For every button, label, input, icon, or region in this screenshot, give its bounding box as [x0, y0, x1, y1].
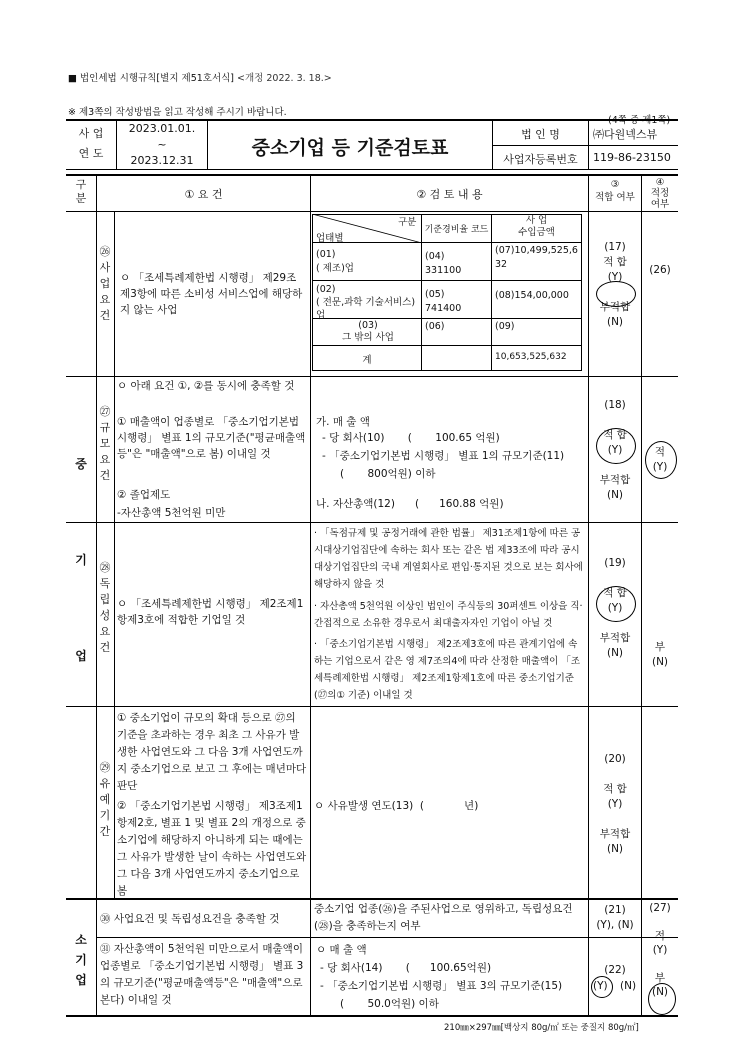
small-biz-fit-2-circle [591, 976, 613, 998]
paper-spec-footer: 210㎜×297㎜[백상지 80g/㎡ 또는 중질지 80g/㎡] [444, 1023, 639, 1033]
row2-code: (05) 741400 [425, 289, 462, 314]
corp-name-label: 법 인 명 [521, 128, 560, 141]
fiscal-period: 2023.01.01. ~ 2023.12.31 [128, 122, 196, 167]
scale-rev-a2: - 「중소기업기본법 시행령」 별표 1의 규모기준(11) [322, 450, 565, 462]
scale-appropriate: 적 (Y) [652, 446, 668, 473]
independence-appropriate: 부 (N) [651, 641, 669, 668]
independence-label: ㉘ 독 립 성 요 건 [99, 561, 111, 654]
small-biz-rev-2b: - 당 회사(14) ( 100.65억원) [320, 962, 492, 974]
scale-appropriate-circle [645, 441, 677, 479]
small-biz-fit-2-no: (N) [620, 980, 637, 992]
instruction-note: ※ 제3쪽의 작성방법을 읽고 작성해 주시기 바랍니다. [68, 107, 287, 118]
row1-revenue: (07)10,499,525,632 [495, 245, 578, 270]
independence-fit-circle [596, 586, 636, 622]
section-small-business: 소 기 업 [75, 933, 87, 987]
row1-code: (04) 331100 [425, 251, 462, 276]
reg-number-label: 사업자등록번호 [503, 153, 578, 166]
year-label: 사 업 연 도 [78, 127, 104, 160]
inner-th-type: 업태별 [316, 233, 344, 244]
grace-period-req-2: ② 「중소기업기본법 시행령」 제3조제1항제2호, 별표 1 및 별표 2의 개정으로 중소기업에 해당하지 아니하게 되는 때에는 그 사유가 발생한 날이 속하는 사업연도와 그 다음 3개 사업연도까지 중소기업으로 봄 [117, 800, 307, 897]
col-header-appropriate: ④ 적정 여부 [650, 177, 670, 210]
row2-revenue: (08)154,00,000 [495, 290, 569, 301]
independence-rev-1: · 「독점규제 및 공정거래에 관한 법률」 제31조제1항에 따른 공시대상기업집단에 속하는 회사 또는 같은 법 제33조에 따라 공시대상기업집단의 국내 계열회사로 편입·통지된 것으로 보는 회사에 해당하지 않을 것 [314, 528, 583, 590]
scale-rev-a3: ( 800억원) 이하 [340, 468, 436, 480]
scale-rev-b: 나. 자산총액(12) ( 160.88 억원) [316, 498, 504, 510]
grace-period-review: ㅇ 사유발생 연도(13) ( 년) [314, 800, 479, 812]
row3-code: (06) [425, 321, 445, 332]
independence-rev-2: · 자산총액 5천억원 이상인 법인이 주식등의 30퍼센트 이상을 직·간접적으로 소유한 경우로서 최대출자자인 기업이 아닐 것 [314, 601, 583, 629]
row2-type: (02) ( 전문,과학 기술서비스)업 [316, 284, 416, 321]
scale-fit-circle [596, 428, 636, 464]
scale-requirement-label: ㉗ 규 모 요 건 [99, 405, 111, 482]
independence-requirement: ㅇ 「조세특례제한법 시행령」 제2조제1항제3호에 적합한 기업일 것 [117, 598, 304, 626]
biz-appropriate: (26) [649, 264, 671, 276]
small-biz-fit-2-num: (22) [604, 964, 626, 976]
col-header-review: ② 검 토 내 용 [416, 188, 483, 201]
small-biz-appropriate: (27) 적 (Y) 부 (N) [649, 902, 671, 998]
total-value: 10,653,525,632 [495, 352, 567, 362]
scale-requirement-intro: ㅇ 아래 요건 ①, ②를 동시에 충족할 것 [117, 380, 295, 392]
small-biz-rev-2c: - 「중소기업기본법 시행령」 별표 3의 규모기준(15) [320, 980, 563, 992]
biz-requirement-text: ㅇ 「조세특례제한법 시행령」 제29조제3항에 따른 소비성 서비스업에 해당하지 않는 사업 [120, 272, 303, 316]
small-biz-rev-2a: ㅇ 매 출 액 [316, 944, 367, 956]
scale-rev-a: 가. 매 출 액 [316, 416, 370, 428]
small-biz-appropriate-circle [648, 983, 676, 1015]
col-header-fit: ③ 적합 여부 [595, 179, 635, 203]
independence-fit: (19) 적 합 (Y) 부적합 (N) [599, 557, 631, 659]
biz-fit-circle [596, 281, 636, 307]
inner-th-code: 기준경비율 코드 [424, 225, 489, 235]
row1-type: (01) ( 제조)업 [316, 249, 354, 274]
col-header-requirement: ① 요 건 [184, 188, 223, 201]
small-biz-rev-2d: ( 50.0억원) 이하 [340, 998, 439, 1010]
reg-number-value: 119-86-23150 [593, 151, 671, 164]
scale-fit: (18) 적 합 (Y) 부적합 (N) [599, 399, 631, 501]
row3-type: (03) 그 밖의 사업 [342, 320, 394, 343]
grace-period-fit: (20) 적 합 (Y) 부적합 (N) [599, 753, 631, 855]
inner-th-division: 구분 [398, 217, 417, 228]
small-biz-fit-1: (21) (Y), (N) [596, 904, 634, 931]
row3-revenue: (09) [495, 321, 515, 332]
total-label: 계 [362, 355, 372, 366]
biz-requirement-label: ㉖ 사 업 요 건 [99, 245, 111, 322]
scale-rev-a1: - 당 회사(10) ( 100.65 억원) [322, 432, 500, 444]
biz-fit: (17) 적 합 (Y) 부적합 (N) [599, 241, 631, 328]
grace-period-label: ㉙ 유 예 기 간 [99, 761, 111, 838]
form-title: 중소기업 등 기준검토표 [251, 137, 449, 159]
independence-rev-3: · 「중소기업기본법 시행령」 제2조제3호에 따른 관계기업에 속하는 기업으로서 같은 영 제7조의4에 따라 산정한 매출액이 「조세특례제한법 시행령」 제2조제1항제1호에 따른 중소기업기준(㉗의① 기준) 이내일 것 [314, 639, 580, 701]
col-header-division: 구 분 [75, 178, 87, 205]
small-biz-req-1: ㉚ 사업요건 및 독립성요건을 충족할 것 [100, 913, 280, 925]
scale-requirement-2: ② 졸업제도 -자산총액 5천억원 미만 [117, 489, 226, 519]
small-biz-req-2: ㉛ 자산총액이 5천억원 미만으로서 매출액이 업종별로 「중소기업기본법 시행령」 별표 3의 규모기준("평균매출액등"은 "매출액"으로 본다) 이내일 것 [100, 943, 304, 1006]
section-sme: 중 기 업 [75, 457, 87, 663]
small-biz-fit-2-yes: (Y) [593, 980, 608, 992]
corp-name-value: ㈜다원넥스뷰 [593, 128, 658, 141]
grace-period-req-1: ① 중소기업이 규모의 확대 등으로 ㉗의 기준을 초과하는 경우 최초 그 사유가 발생한 사업연도와 그 다음 3개 사업연도까지 중소기업으로 보고 그 후에는 매년마다 판단 [117, 712, 307, 792]
inner-th-revenue: 사 업 수입금액 [518, 215, 555, 238]
regulation-line: ■ 법인세법 시행규칙[별지 제51호서식] <개정 2022. 3. 18.> [68, 73, 332, 84]
scale-requirement-1: ① 매출액이 업종별로 「중소기업기본법 시행령」 별표 1의 규모기준("평균매출액등"은 "매출액"으로 봄) 이내일 것 [117, 416, 306, 460]
small-biz-rev-1: 중소기업 업종(㉖)을 주된사업으로 영위하고, 독립성요건(㉘)을 충족하는지 여부 [314, 903, 573, 932]
